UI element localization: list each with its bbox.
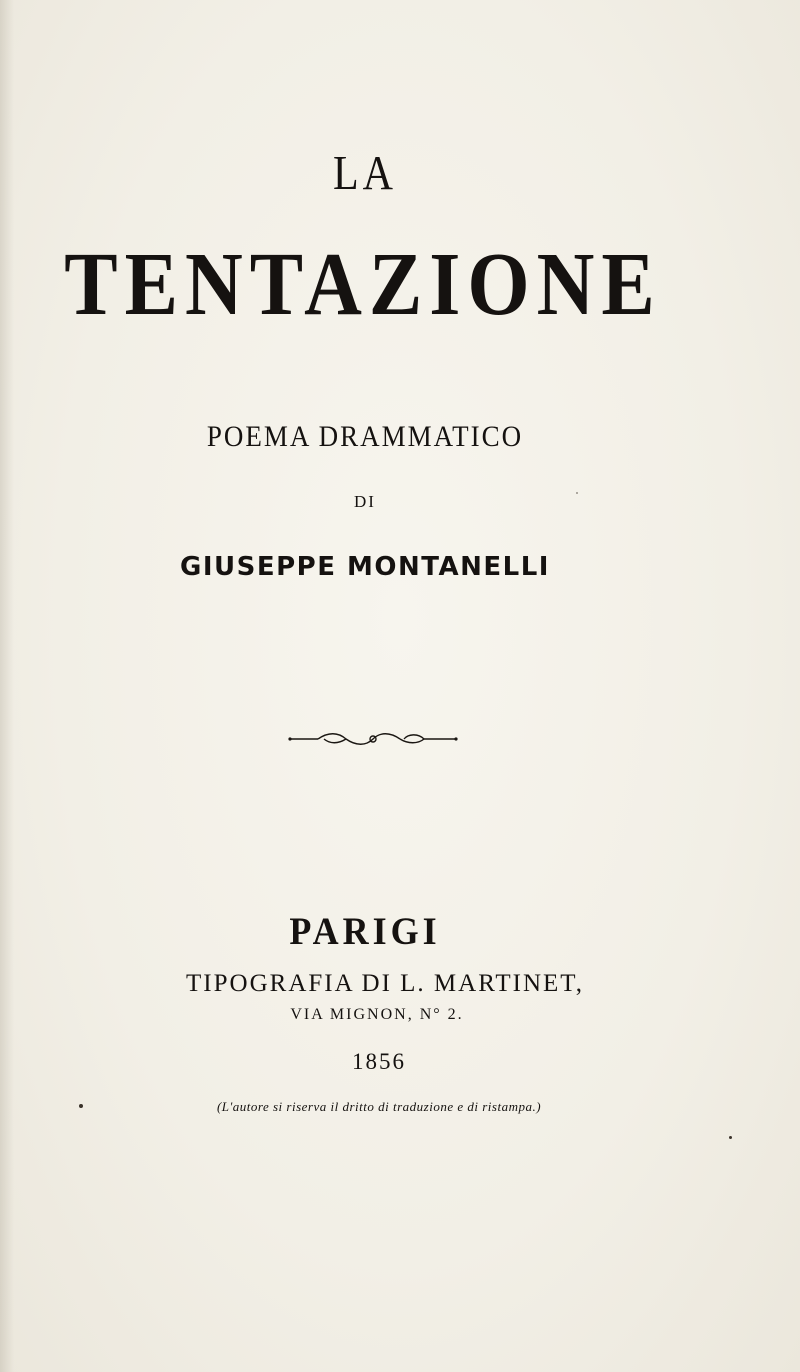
title-article: LA [333,147,397,201]
paper-speck [729,1136,732,1139]
page-edge-shadow [0,0,14,1372]
book-title: TENTAZIONE [64,235,662,335]
flourish-ornament-icon [288,728,458,750]
rights-notice: (L'autore si riserva il dritto di traduzione e di ristampa.) [216,1099,542,1114]
printer-address: VIA MIGNON, N° 2. [290,1006,464,1023]
publication-year: 1856 [352,1049,406,1074]
book-subtitle: POEMA DRAMMATICO [206,419,524,453]
printer-name: TIPOGRAFIA DI L. MARTINET, [186,970,584,997]
by-label: DI [354,492,376,511]
paper-speck [576,492,578,494]
paper-speck [79,1104,83,1108]
author-name: GIUSEPPE MONTANELLI [180,552,550,582]
publication-city: PARIGI [289,909,441,953]
